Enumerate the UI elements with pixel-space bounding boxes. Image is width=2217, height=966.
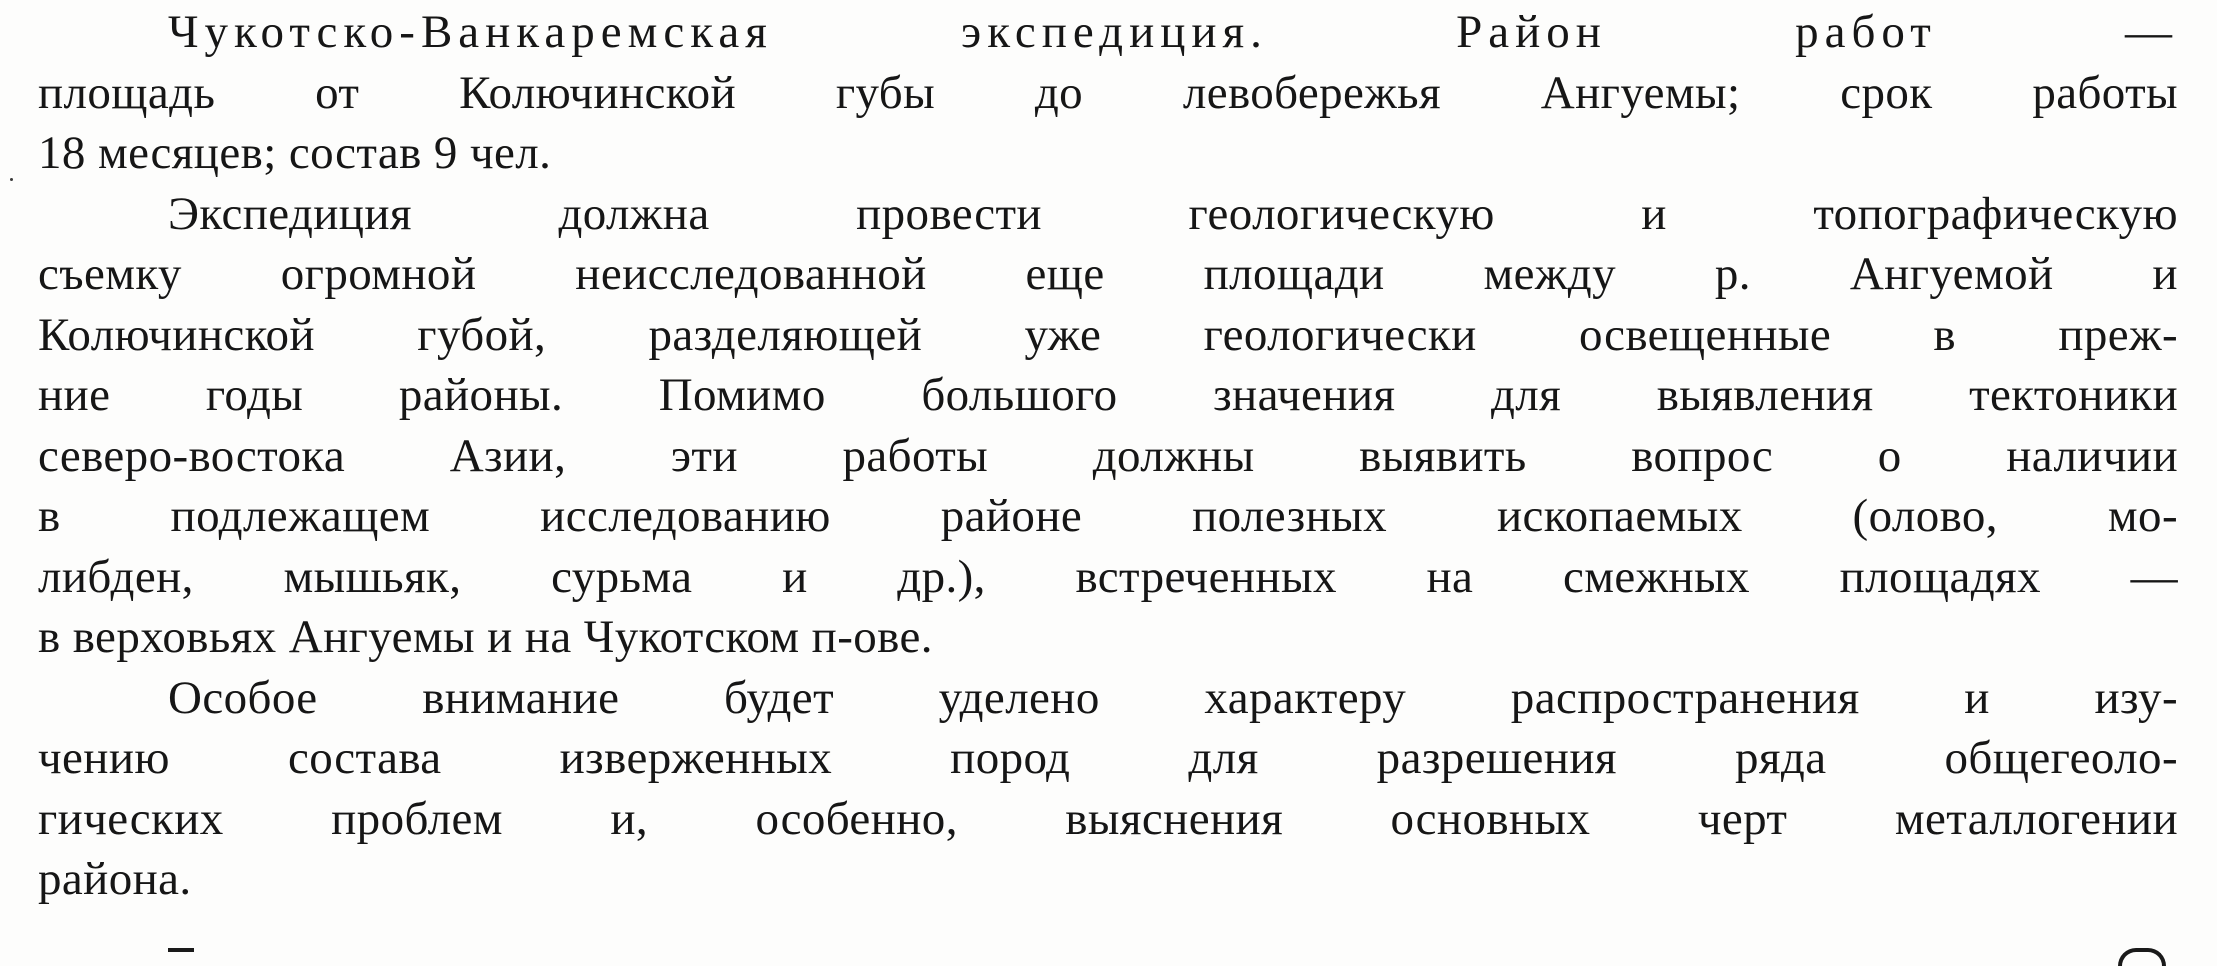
text-line: Экспедиция должна провести геологическую и топографическую xyxy=(168,187,2178,240)
ink-speck xyxy=(10,178,13,181)
paragraph-special-attention xyxy=(38,668,2178,910)
text-line: северо-востока Азии, эти работы должны выявить вопрос о наличии xyxy=(38,429,2178,482)
text-line: Колючинской губой, разделяющей уже геологически освещенные в преж- xyxy=(38,308,2178,361)
text-line: съемку огромной неисследованной еще площади между р. Ангуемой и xyxy=(38,248,2178,300)
text-line: в подлежащем исследованию районе полезных ископаемых (олово, мо- xyxy=(38,490,2178,542)
text-line: либден, мышьяк, сурьма и др.), встреченных на смежных площадях — xyxy=(38,550,2178,603)
text-line: Чукотско-Ванкаремская экспедиция. Район работ — xyxy=(168,6,2178,58)
text-line: гических проблем и, особенно, выяснения основных черт металлогении xyxy=(38,792,2178,845)
text-line: в верховьях Ангуемы и на Чукотском п-ове. xyxy=(38,611,933,663)
text-line: 18 месяцев; состав 9 чел. xyxy=(38,127,552,179)
cut-off-glyph xyxy=(2118,948,2166,966)
document-body xyxy=(38,2,2178,910)
text-line: района. xyxy=(38,853,192,905)
cut-off-glyph xyxy=(168,948,194,966)
paragraph-expedition-heading xyxy=(38,2,2178,184)
text-line: ние годы районы. Помимо большого значения для выявления тектоники xyxy=(38,369,2178,421)
text-line: площадь от Колючинской губы до левобережья Ангуемы; срок работы xyxy=(38,66,2178,119)
text-line: Особое внимание будет уделено характеру распространения и изу- xyxy=(168,671,2178,724)
paragraph-expedition-tasks xyxy=(38,184,2178,668)
cut-off-next-line xyxy=(38,938,2178,966)
text-line: чению состава изверженных пород для разрешения ряда общегеоло- xyxy=(38,732,2178,784)
